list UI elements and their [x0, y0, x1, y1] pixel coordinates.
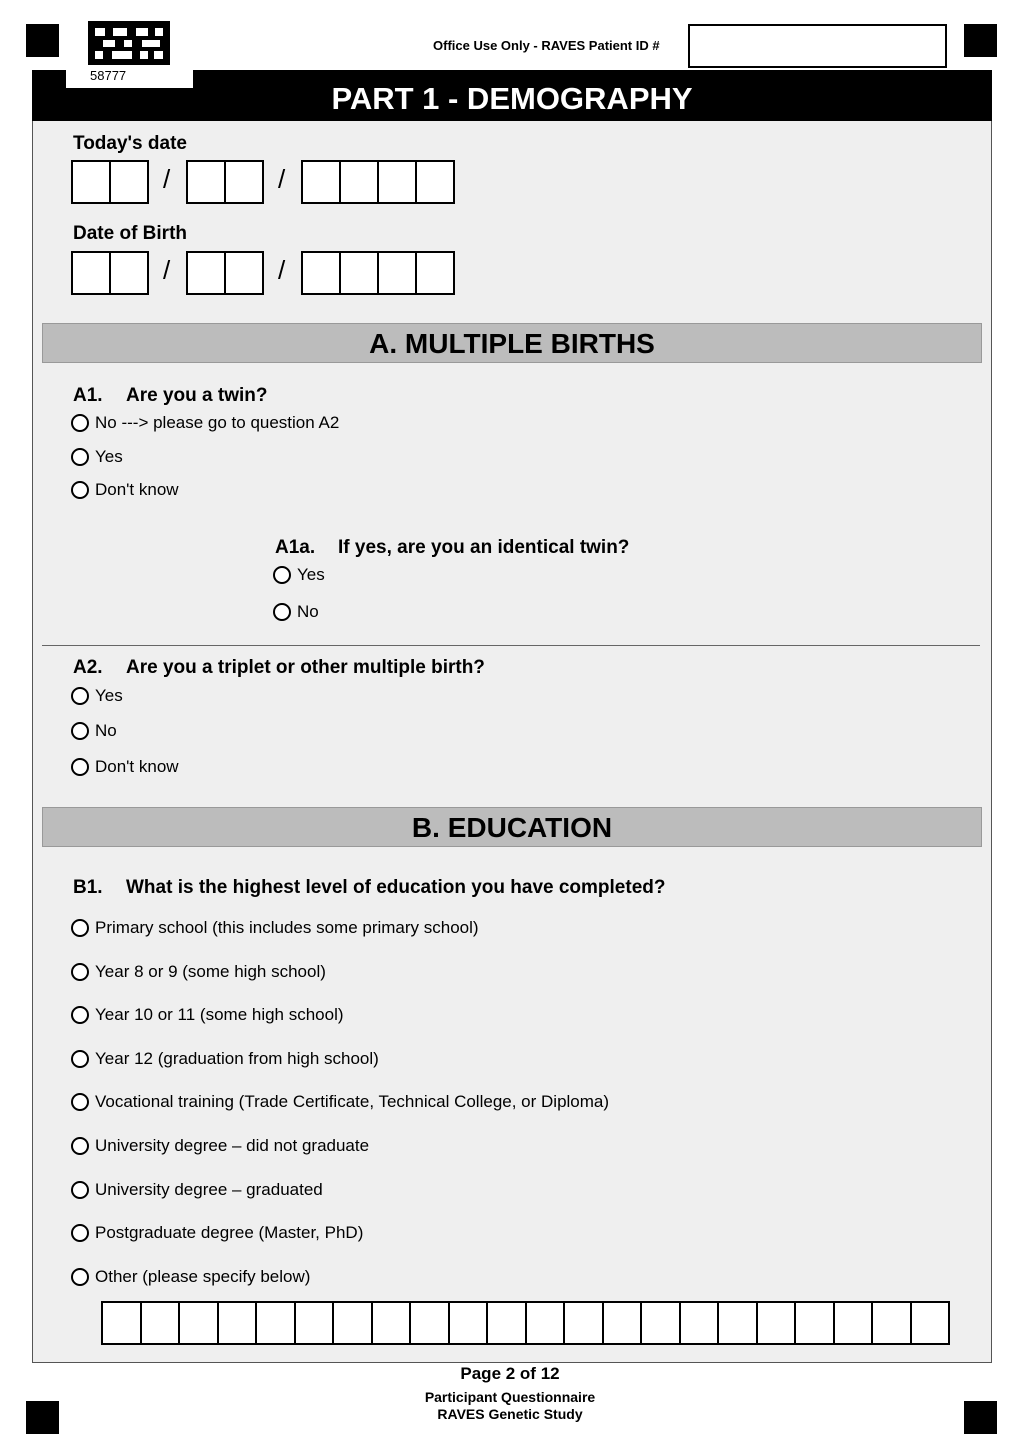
- patient-id-field[interactable]: [688, 24, 947, 68]
- radio-button-icon[interactable]: [71, 722, 89, 740]
- dob-day-boxes[interactable]: [71, 251, 149, 295]
- dob-month-boxes[interactable]: [186, 251, 264, 295]
- question-number: A1a.: [275, 537, 316, 558]
- option-a1a-no[interactable]: [273, 602, 319, 622]
- todays-date-label: Today's date: [73, 133, 187, 154]
- option-label: Year 10 or 11 (some high school): [95, 1005, 344, 1024]
- option-b1-primary-school[interactable]: [71, 918, 479, 938]
- question-text: What is the highest level of education you have completed?: [126, 877, 666, 898]
- option-label: Year 8 or 9 (some high school): [95, 962, 326, 981]
- radio-button-icon[interactable]: [71, 481, 89, 499]
- other-specify-boxes[interactable]: [101, 1301, 950, 1345]
- radio-button-icon[interactable]: [71, 1050, 89, 1068]
- question-a1: [73, 385, 267, 407]
- option-a1-no[interactable]: [71, 413, 339, 433]
- todays-date-day-boxes[interactable]: [71, 160, 149, 204]
- option-b1-year-12[interactable]: [71, 1049, 379, 1069]
- radio-button-icon[interactable]: [71, 414, 89, 432]
- option-label: Postgraduate degree (Master, PhD): [95, 1223, 364, 1242]
- option-b1-postgraduate[interactable]: [71, 1223, 363, 1243]
- radio-button-icon[interactable]: [71, 758, 89, 776]
- question-a2: [73, 657, 485, 679]
- radio-button-icon[interactable]: [71, 1224, 89, 1242]
- todays-date-year-boxes[interactable]: [301, 160, 455, 204]
- section-b-header: B. EDUCATION: [42, 807, 982, 847]
- option-label: No: [95, 721, 117, 740]
- option-b1-vocational[interactable]: [71, 1092, 609, 1112]
- office-use-label: Office Use Only - RAVES Patient ID #: [433, 38, 660, 53]
- form-number: 58777: [90, 68, 127, 83]
- option-label: Other (please specify below): [95, 1267, 311, 1286]
- option-a2-no[interactable]: [71, 721, 117, 741]
- radio-button-icon[interactable]: [71, 1137, 89, 1155]
- option-b1-year-8-9[interactable]: [71, 962, 326, 982]
- option-label: No: [297, 602, 319, 621]
- radio-button-icon[interactable]: [71, 1093, 89, 1111]
- option-label: University degree – graduated: [95, 1180, 323, 1199]
- option-a1-yes[interactable]: [71, 447, 123, 467]
- radio-button-icon[interactable]: [71, 919, 89, 937]
- form-panel: [32, 70, 992, 1363]
- option-a2-yes[interactable]: [71, 686, 123, 706]
- section-a-header: A. MULTIPLE BIRTHS: [42, 323, 982, 363]
- date-separator: /: [278, 164, 286, 194]
- question-text: Are you a triplet or other multiple birth?: [126, 657, 485, 678]
- option-b1-other[interactable]: [71, 1267, 310, 1287]
- option-label: Vocational training (Trade Certificate, Technical College, or Diploma): [95, 1092, 610, 1111]
- date-separator: /: [163, 164, 171, 194]
- barcode-icon: [88, 21, 170, 65]
- form-number-tab: [66, 66, 193, 88]
- dob-year-boxes[interactable]: [301, 251, 455, 295]
- radio-button-icon[interactable]: [71, 1006, 89, 1024]
- question-number: B1.: [73, 877, 103, 898]
- part-title: PART 1 - DEMOGRAPHY: [32, 70, 992, 121]
- question-b1: [73, 877, 665, 899]
- option-label: Yes: [95, 686, 123, 705]
- section-divider: [42, 645, 980, 646]
- radio-button-icon[interactable]: [71, 963, 89, 981]
- question-number: A1.: [73, 385, 103, 406]
- option-label: No ---> please go to question A2: [95, 413, 340, 432]
- question-a1a: [275, 537, 629, 559]
- radio-button-icon[interactable]: [273, 603, 291, 621]
- radio-button-icon[interactable]: [273, 566, 291, 584]
- option-b1-university-graduated[interactable]: [71, 1180, 323, 1200]
- option-label: Don't know: [95, 757, 179, 776]
- question-text: If yes, are you an identical twin?: [338, 537, 630, 558]
- page-number: Page 2 of 12: [460, 1364, 560, 1383]
- option-a1a-yes[interactable]: [273, 565, 325, 585]
- question-number: A2.: [73, 657, 103, 678]
- radio-button-icon[interactable]: [71, 1268, 89, 1286]
- date-separator: /: [163, 255, 171, 285]
- radio-button-icon[interactable]: [71, 448, 89, 466]
- option-label: Yes: [95, 447, 123, 466]
- date-separator: /: [278, 255, 286, 285]
- todays-date-month-boxes[interactable]: [186, 160, 264, 204]
- option-b1-university-not-graduated[interactable]: [71, 1136, 369, 1156]
- footer-study-name: RAVES Genetic Study: [437, 1406, 583, 1422]
- radio-button-icon[interactable]: [71, 1181, 89, 1199]
- option-label: Year 12 (graduation from high school): [95, 1049, 379, 1068]
- option-label: Primary school (this includes some primary school): [95, 918, 479, 937]
- option-b1-year-10-11[interactable]: [71, 1005, 344, 1025]
- option-a1-dont-know[interactable]: [71, 480, 179, 500]
- date-of-birth-label: Date of Birth: [73, 223, 187, 244]
- option-label: Yes: [297, 565, 325, 584]
- option-label: Don't know: [95, 480, 179, 499]
- radio-button-icon[interactable]: [71, 687, 89, 705]
- registration-mark-top-right: [964, 24, 997, 57]
- option-a2-dont-know[interactable]: [71, 757, 179, 777]
- footer-title: Participant Questionnaire: [424, 1389, 596, 1405]
- registration-mark-top-left: [26, 24, 59, 57]
- option-label: University degree – did not graduate: [95, 1136, 370, 1155]
- question-text: Are you a twin?: [126, 385, 268, 406]
